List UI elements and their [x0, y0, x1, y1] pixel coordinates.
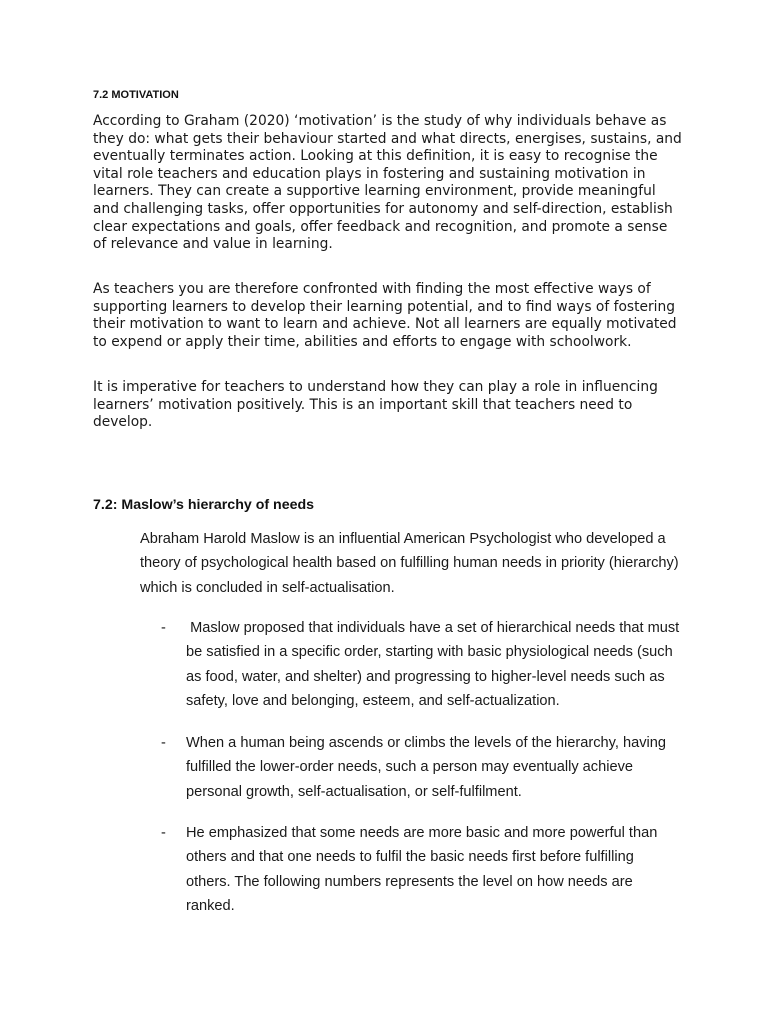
bullet-dash: - [161, 735, 166, 751]
bullet-text: When a human being ascends or climbs the levels of the hierarchy, having fulfilled the lower-order needs, such a person may eventually achieve personal growth, self-actualisation, or self-fulfilment. [186, 735, 666, 800]
section-heading-motivation: 7.2 MOTIVATION [93, 89, 179, 101]
bullet-dash: - [161, 825, 166, 841]
bullet-text: He emphasized that some needs are more basic and more powerful than others and that one needs to fulfil the basic needs first before fulfilling others. The following numbers represents the level on how needs are ranked. [186, 825, 658, 914]
bullet-text: Maslow proposed that individuals have a set of hierarchical needs that must be satisfied in a specific order, starting with basic physiological needs (such as food, water, and shelter) and progressing to higher-level needs such as safety, love and belonging, esteem, and self-actualization. [186, 620, 684, 709]
motivation-paragraph-3: It is imperative for teachers to understand how they can play a role in influencing learners’ motivation positively. This is an important skill that teachers need to develop. [93, 379, 658, 431]
maslow-intro-paragraph: Abraham Harold Maslow is an influential American Psychologist who developed a theory of psychological health based on fulfilling human needs in priority (hierarchy) which is concluded in self-actualisation. [140, 531, 679, 596]
bullet-dash: - [161, 620, 166, 636]
motivation-paragraph-2: As teachers you are therefore confronted with finding the most effective ways of supporting learners to develop their learning potential, and to find ways of fostering their motivation to want to learn and achieve. Not all learners are equally motivated to expend or apply their time, abilities and efforts to engage with schoolwork. [93, 281, 677, 350]
section-heading-maslow: 7.2: Maslow’s hierarchy of needs [93, 497, 315, 513]
motivation-paragraph-1: According to Graham (2020) ‘motivation’ is the study of why individuals behave as they do: what gets their behaviour started and what directs, energises, sustains, and eventually terminates action. Looking at this definition, it is easy to recognise the vital role teachers and education plays in fostering and sustaining motivation in learners. They can create a supportive learning environment, provide meaningful and challenging tasks, offer opportunities for autonomy and self-direction, establish clear expectations and goals, offer feedback and recognition, and promote a sense of relevance and value in learning. [93, 113, 682, 253]
